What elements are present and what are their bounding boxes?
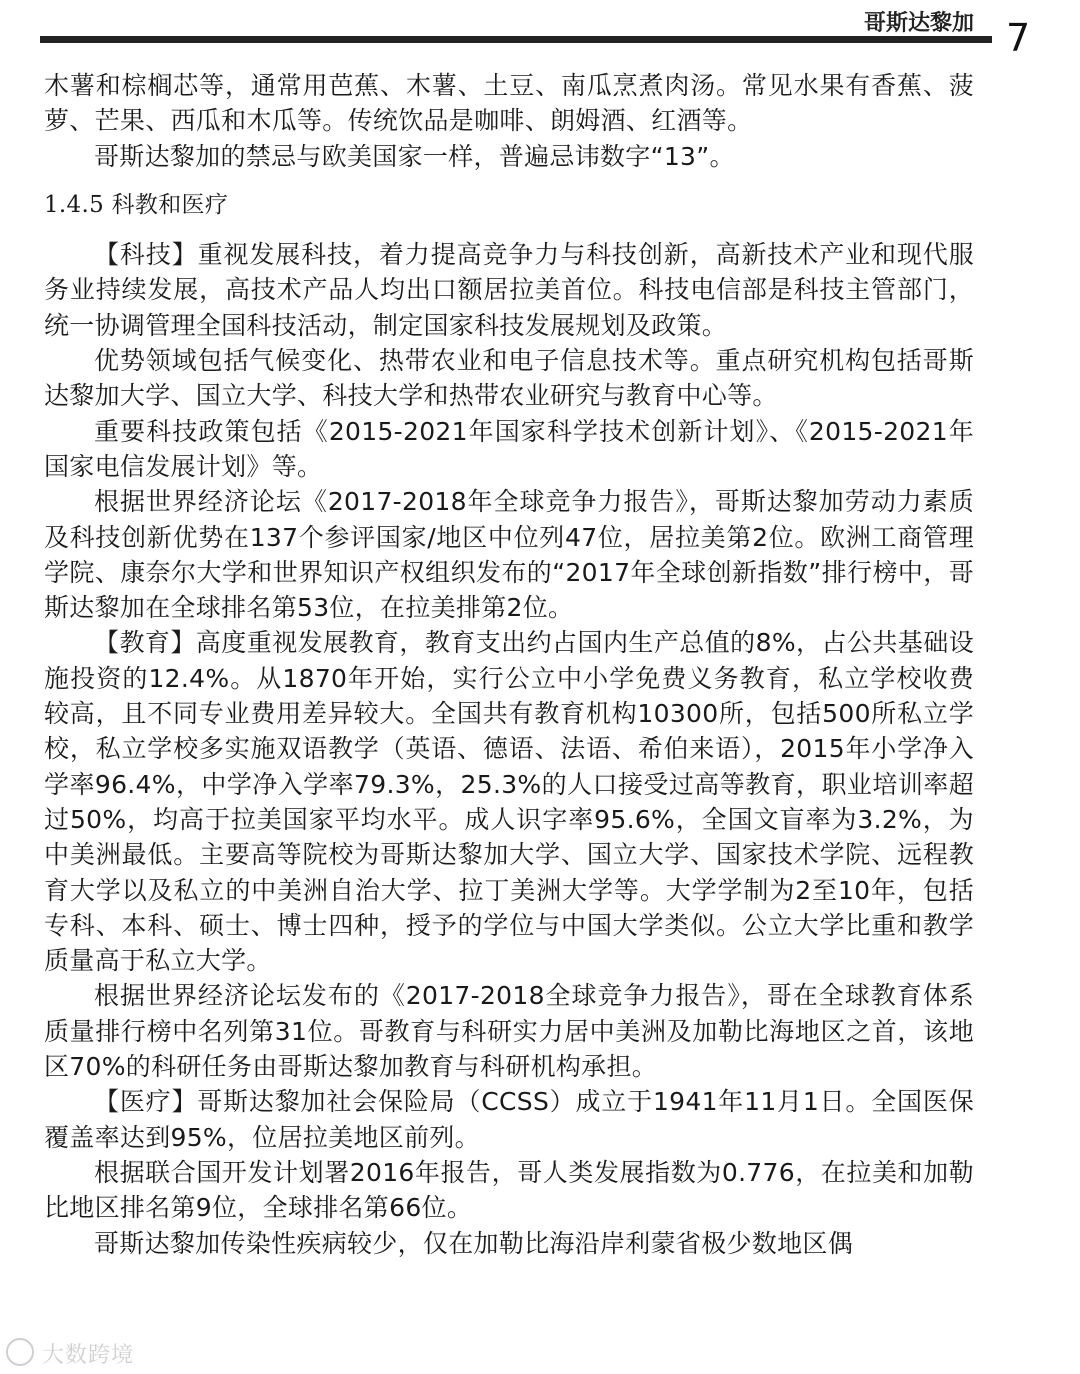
paragraph-education <box>44 625 974 978</box>
edu-tag: 【教育】 <box>94 628 196 658</box>
page-number: 7 <box>1006 16 1031 60</box>
paragraph-disease: 哥斯达黎加传染性疾病较少，仅在加勒比海沿岸利蒙省极少数地区偶 <box>94 1228 854 1258</box>
section-heading: 1.4.5 科教和医疗 <box>44 191 229 218</box>
paragraph-education-ranking: 根据世界经济论坛发布的《2017-2018全球竞争力报告》，哥在全球教育体系质量排行榜中名列第31位。哥教育与科研实力居中美洲及加勒比海地区之首，该地区70%的科研任务由哥斯达黎加教育与科研机构承担。 <box>44 981 974 1082</box>
paragraph-tech-ranking: 根据世界经济论坛《2017-2018年全球竞争力报告》，哥斯达黎加劳动力素质及科技创新优势在137个参评国家/地区中位列47位，居拉美第2位。欧洲工商管理学院、康奈尔大学和世界知识产权组织发布的“2017年全球创新指数”排行榜中，哥斯达黎加在全球排名第53位，在拉美排第2位。 <box>44 487 974 623</box>
med-text: 哥斯达黎加社会保险局（CCSS）成立于1941年11月1日。全国医保覆盖率达到95%，位居拉美地区前列。 <box>44 1087 974 1152</box>
paragraph-medical <box>44 1084 974 1155</box>
running-header-title: 哥斯达黎加 <box>863 11 974 36</box>
paragraph-hdi: 根据联合国开发计划署2016年报告，哥人类发展指数为0.776，在拉美和加勒比地区排名第9位，全球排名第66位。 <box>44 1157 974 1223</box>
paragraph-food: 木薯和棕榈芯等，通常用芭蕉、木薯、土豆、南瓜烹煮肉汤。常见水果有香蕉、菠萝、芒果、西瓜和木瓜等。传统饮品是咖啡、朗姆酒、红酒等。 <box>44 71 974 136</box>
tech-text: 重视发展科技，着力提高竞争力与科技创新，高新技术产业和现代服务业持续发展，高技术产品人均出口额居拉美首位。科技电信部是科技主管部门，统一协调管理全国科技活动，制定国家科技发展规划及政策。 <box>44 240 974 340</box>
paragraph-tech-intro <box>44 237 974 343</box>
body-text <box>44 68 974 1261</box>
header-rule <box>40 36 992 43</box>
paragraph-tech-policy: 重要科技政策包括《2015-2021年国家科学技术创新计划》、《2015-2021年国家电信发展计划》等。 <box>44 416 974 481</box>
med-tag: 【医疗】 <box>94 1087 198 1117</box>
tech-tag: 【科技】 <box>94 240 198 270</box>
watermark-text: 大数跨境 <box>42 1343 135 1368</box>
paragraph-taboo: 哥斯达黎加的禁忌与欧美国家一样，普遍忌讳数字“13”。 <box>94 141 735 171</box>
paragraph-tech-fields: 优势领域包括气候变化、热带农业和电子信息技术等。重点研究机构包括哥斯达黎加大学、国立大学、科技大学和热带农业研究与教育中心等。 <box>44 346 974 411</box>
edu-text: 高度重视发展教育，教育支出约占国内生产总值的8%，占公共基础设施投资的12.4%。从1870年开始，实行公立中小学免费义务教育，私立学校收费较高，且不同专业费用差异较大。全国共有教育机构10300所，包括500所私立学校，私立学校多实施双语教学（英语、德语、法语、希伯来语），2015年小学净入学率96.4%，中学净入学率79.3%，25.3%的人口接受过高等教育，职业培训率超过50%，均高于拉美国家平均水平。成人识字率95.6%，全国文盲率为3.2%，为中美洲最低。主要高等院校为哥斯达黎加大学、国立大学、国家技术学院、远程教育大学以及私立的中美洲自治大学、拉丁美洲大学等。大学学制为2至10年，包括专科、本科、硕士、博士四种，授予的学位与中国大学类似。公立大学比重和教学质量高于私立大学。 <box>44 628 975 976</box>
watermark-logo-icon <box>6 1338 34 1366</box>
watermark <box>6 1338 134 1369</box>
